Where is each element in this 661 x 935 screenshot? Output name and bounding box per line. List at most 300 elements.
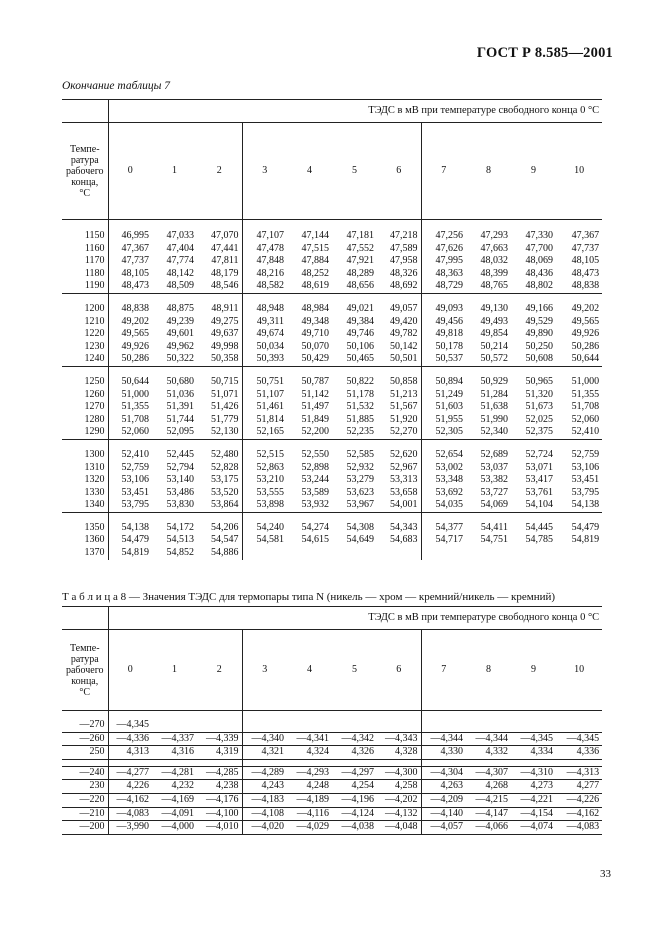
value-cell: 50,465 — [346, 353, 374, 365]
value-cell: —4,345 — [511, 732, 556, 746]
value-cell: 49,962 — [166, 340, 194, 352]
value-cell: —4,083 — [108, 807, 152, 821]
column-header: 4 — [287, 123, 332, 220]
value-cell: 4,243 — [242, 780, 287, 794]
table-row — [62, 499, 602, 512]
value-cell: —4,038 — [332, 821, 377, 835]
value-cell: —4,100 — [197, 807, 242, 821]
value-cell: 52,060 — [121, 426, 149, 438]
value-cell: 51,355 — [121, 401, 149, 413]
value-cell: 53,037 — [480, 461, 508, 473]
gap-cell — [556, 293, 602, 303]
block-gap — [62, 759, 602, 766]
value-cell: 54,206 — [197, 522, 242, 535]
value-cell: 52,410 — [571, 426, 600, 438]
value-cell: 53,830 — [166, 499, 194, 511]
table-row — [62, 230, 602, 243]
value-cell: 52,724 — [525, 448, 553, 460]
gap-cell — [108, 439, 152, 449]
temperature-header-line: ратура — [70, 154, 99, 166]
value-cell: 47,144 — [301, 230, 329, 241]
value-cell: 48,802 — [525, 280, 553, 292]
value-cell: 48,509 — [166, 280, 194, 292]
value-cell: —4,057 — [421, 821, 466, 835]
value-cell: 50,358 — [197, 353, 242, 366]
gap-cell — [197, 220, 242, 231]
value-cell: 52,828 — [197, 462, 242, 475]
value-cell: 4,238 — [197, 780, 242, 794]
table-row — [62, 719, 602, 732]
table-row — [62, 522, 602, 535]
column-header: 5 — [332, 630, 377, 711]
value-cell: 53,002 — [435, 461, 463, 473]
column-header: 9 — [511, 123, 556, 220]
value-cell: 4,334 — [511, 746, 556, 760]
value-cell: 4,273 — [511, 780, 556, 794]
value-cell: 48,216 — [256, 267, 284, 279]
gap-cell — [377, 759, 421, 766]
gap-cell — [377, 711, 421, 720]
value-cell: —4,226 — [556, 793, 602, 807]
value-cell: 51,920 — [377, 414, 421, 427]
value-cell: —4,307 — [466, 766, 511, 780]
value-cell: 48,875 — [166, 302, 194, 314]
value-cell: —4,196 — [332, 793, 377, 807]
value-cell: 47,367 — [121, 242, 149, 254]
gap-cell — [421, 711, 466, 720]
table-row — [62, 487, 602, 500]
value-cell: 4,268 — [466, 780, 511, 794]
value-cell: —4,304 — [421, 766, 466, 780]
gap-cell — [62, 759, 108, 766]
gap-cell — [197, 439, 242, 449]
value-cell: 47,921 — [346, 255, 374, 267]
table-row — [62, 746, 602, 760]
value-cell: 54,479 — [571, 521, 600, 533]
value-cell — [242, 719, 287, 732]
value-cell: 54,274 — [301, 521, 329, 533]
value-cell: 49,057 — [377, 303, 421, 316]
gap-cell — [197, 366, 242, 376]
value-cell: —4,313 — [556, 766, 602, 780]
value-cell: 53,106 — [121, 474, 149, 486]
gap-cell — [466, 711, 511, 720]
gap-cell — [377, 293, 421, 303]
value-cell: 4,326 — [332, 746, 377, 760]
value-cell: —4,297 — [332, 766, 377, 780]
value-cell: 47,515 — [301, 242, 329, 254]
value-cell: 50,034 — [256, 340, 284, 352]
value-cell: —4,337 — [152, 732, 197, 746]
column-header: 2 — [197, 630, 242, 711]
value-cell: 49,890 — [525, 328, 553, 340]
table-row — [62, 547, 602, 560]
value-cell: 53,313 — [377, 474, 421, 487]
gap-cell — [332, 220, 377, 231]
value-cell: 50,142 — [377, 341, 421, 354]
value-cell: 4,319 — [197, 746, 242, 760]
value-cell: 50,537 — [435, 353, 463, 365]
table7 — [62, 99, 602, 560]
value-cell: 47,737 — [571, 242, 600, 254]
table-row — [62, 353, 602, 366]
gap-cell — [287, 759, 332, 766]
value-cell: —4,169 — [152, 793, 197, 807]
gap-cell — [421, 759, 466, 766]
temperature-header-line: °С — [79, 686, 91, 698]
value-cell: 52,480 — [197, 449, 242, 462]
temperature-header-line: рабочего — [65, 165, 104, 177]
temperature-cell: 1210 — [62, 316, 108, 329]
value-cell — [242, 547, 287, 560]
gap-cell — [511, 220, 556, 231]
value-cell: 52,165 — [256, 426, 284, 438]
value-cell: —4,209 — [421, 793, 466, 807]
value-cell: 54,819 — [121, 547, 149, 559]
gap-cell — [511, 439, 556, 449]
value-cell: 54,001 — [377, 499, 421, 512]
value-cell: 52,654 — [435, 448, 463, 460]
value-cell: 52,340 — [480, 426, 508, 438]
value-cell: 48,582 — [256, 280, 284, 292]
gap-cell — [152, 439, 197, 449]
value-cell: —4,020 — [242, 821, 287, 835]
temperature-cell: 1340 — [62, 499, 108, 512]
column-header-row — [62, 123, 602, 220]
value-cell: —4,162 — [108, 793, 152, 807]
value-cell: 53,864 — [197, 499, 242, 512]
gap-cell — [556, 711, 602, 720]
value-cell: —4,343 — [377, 732, 421, 746]
temperature-cell: 1220 — [62, 328, 108, 341]
value-cell: 52,095 — [166, 426, 194, 438]
value-cell — [332, 719, 377, 732]
value-cell: 52,550 — [301, 448, 329, 460]
value-cell: 50,644 — [571, 353, 600, 365]
gap-cell — [62, 439, 108, 449]
value-cell: 51,249 — [435, 388, 463, 400]
value-cell — [511, 719, 556, 732]
value-cell: —4,162 — [556, 807, 602, 821]
value-cell: 51,603 — [435, 401, 463, 413]
value-cell: 51,000 — [121, 388, 149, 400]
gap-cell — [511, 366, 556, 376]
gap-cell — [62, 711, 108, 720]
gap-cell — [197, 512, 242, 522]
value-cell: 49,130 — [480, 302, 508, 314]
value-cell: 53,210 — [256, 474, 284, 486]
value-cell: —4,074 — [511, 821, 556, 835]
column-header: 8 — [466, 630, 511, 711]
value-cell: 50,787 — [301, 375, 329, 387]
temperature-cell: 1150 — [62, 230, 108, 243]
value-cell: —4,029 — [287, 821, 332, 835]
gap-cell — [152, 366, 197, 376]
column-header: 0 — [108, 630, 152, 711]
temperature-cell: 1280 — [62, 414, 108, 427]
value-cell: —4,083 — [556, 821, 602, 835]
value-cell: 52,235 — [346, 426, 374, 438]
gap-cell — [556, 366, 602, 376]
value-cell — [421, 547, 466, 560]
temperature-header-line: Темпе- — [69, 143, 100, 155]
gap-cell — [242, 512, 287, 522]
value-cell: 51,000 — [571, 375, 600, 387]
value-cell: 53,555 — [256, 486, 284, 498]
table8-caption: Т а б л и ц а 8 — Значения ТЭДС для термопары типа N (никель — хром — кремний/никель — кремний) — [62, 591, 556, 603]
temperature-cell: 1170 — [62, 255, 108, 268]
value-cell: —4,183 — [242, 793, 287, 807]
value-cell: 52,689 — [480, 448, 508, 460]
value-cell: 54,751 — [480, 534, 508, 546]
value-cell: 49,529 — [525, 315, 553, 327]
value-cell: 48,399 — [480, 267, 508, 279]
value-cell: 50,429 — [301, 353, 329, 365]
gap-cell — [466, 220, 511, 231]
value-cell: —4,132 — [377, 807, 421, 821]
column-header: 10 — [556, 123, 602, 220]
temperature-cell: 1300 — [62, 449, 108, 462]
value-cell: 53,417 — [525, 474, 553, 486]
gap-cell — [152, 220, 197, 231]
gap-cell — [62, 293, 108, 303]
column-header: 6 — [377, 630, 421, 711]
value-cell: —4,066 — [466, 821, 511, 835]
gap-cell — [556, 759, 602, 766]
value-cell: 48,179 — [197, 268, 242, 281]
table-row — [62, 243, 602, 256]
temperature-cell: 1250 — [62, 376, 108, 389]
gap-cell — [332, 759, 377, 766]
value-cell: —4,281 — [152, 766, 197, 780]
value-cell: 47,774 — [166, 255, 194, 267]
temperature-header-line: °С — [79, 187, 91, 199]
gap-cell — [108, 366, 152, 376]
value-cell: —4,293 — [287, 766, 332, 780]
value-cell: 50,070 — [301, 340, 329, 352]
value-cell: 51,355 — [571, 388, 600, 400]
value-cell: 52,305 — [435, 426, 463, 438]
value-cell: 50,250 — [525, 340, 553, 352]
value-cell: 54,785 — [525, 534, 553, 546]
column-header: 5 — [332, 123, 377, 220]
value-cell: 48,948 — [256, 302, 284, 314]
value-cell: —4,300 — [377, 766, 421, 780]
table-row — [62, 426, 602, 439]
gap-cell — [108, 711, 152, 720]
value-cell: 54,717 — [435, 534, 463, 546]
gap-cell — [108, 293, 152, 303]
value-cell: 52,515 — [256, 448, 284, 460]
value-cell: 51,779 — [197, 414, 242, 427]
value-cell: —4,000 — [152, 821, 197, 835]
value-cell: 51,426 — [197, 401, 242, 414]
value-cell: —4,344 — [466, 732, 511, 746]
value-cell: 54,035 — [435, 499, 463, 511]
value-cell: 51,885 — [346, 413, 374, 425]
temperature-header-line: конца, — [71, 176, 99, 188]
column-header: 0 — [108, 123, 152, 220]
value-cell: —4,342 — [332, 732, 377, 746]
temperature-header-line: конца, — [71, 675, 99, 687]
value-cell: 51,391 — [166, 401, 194, 413]
value-cell: 4,321 — [242, 746, 287, 760]
value-cell: 53,382 — [480, 474, 508, 486]
gap-cell — [511, 711, 556, 720]
value-cell: —3,990 — [108, 821, 152, 835]
table-row — [62, 328, 602, 341]
gap-cell — [421, 366, 466, 376]
page-number: 33 — [600, 868, 611, 880]
value-cell: 47,441 — [197, 243, 242, 256]
value-cell: 49,384 — [346, 315, 374, 327]
value-cell: 53,140 — [166, 474, 194, 486]
document-header: ГОСТ Р 8.585—2001 — [476, 45, 613, 61]
block-gap — [62, 439, 602, 449]
value-cell: 51,213 — [377, 389, 421, 402]
value-cell: 50,393 — [256, 353, 284, 365]
value-cell: —4,341 — [287, 732, 332, 746]
value-cell: 52,060 — [571, 413, 600, 425]
value-cell — [152, 719, 197, 732]
value-cell: 52,759 — [121, 461, 149, 473]
value-cell: 53,348 — [435, 474, 463, 486]
column-header: 7 — [421, 123, 466, 220]
value-cell: 52,445 — [166, 448, 194, 460]
value-cell: 53,520 — [197, 487, 242, 500]
column-header: 4 — [287, 630, 332, 711]
value-cell: 54,513 — [166, 534, 194, 546]
value-cell: 49,021 — [346, 302, 374, 314]
value-cell: 53,279 — [346, 474, 374, 486]
temperature-header-line: Темпе- — [69, 642, 100, 654]
value-cell: 51,071 — [197, 389, 242, 402]
value-cell: 48,473 — [571, 267, 600, 279]
table-row — [62, 280, 602, 293]
value-cell: 51,814 — [256, 413, 284, 425]
value-cell — [556, 547, 602, 560]
temperature-cell: 1160 — [62, 243, 108, 256]
gap-cell — [421, 220, 466, 231]
value-cell: 52,585 — [346, 448, 374, 460]
value-cell: 51,955 — [435, 413, 463, 425]
temperature-cell: —200 — [62, 821, 108, 835]
value-cell: 52,794 — [166, 461, 194, 473]
value-cell: 47,404 — [166, 242, 194, 254]
value-cell: 51,638 — [480, 401, 508, 413]
value-cell: 53,623 — [346, 486, 374, 498]
table-title: ТЭДС в мВ при температуре свободного конца 0 °С — [108, 100, 602, 123]
value-cell: 50,501 — [377, 353, 421, 366]
gap-cell — [287, 293, 332, 303]
gap-cell — [287, 512, 332, 522]
value-cell: 47,811 — [197, 255, 242, 268]
value-cell: 48,142 — [166, 267, 194, 279]
value-cell: 50,322 — [166, 353, 194, 365]
value-cell: 49,202 — [121, 315, 149, 327]
value-cell — [556, 719, 602, 732]
value-cell: 47,589 — [377, 243, 421, 256]
table-row — [62, 780, 602, 794]
value-cell: 53,727 — [480, 486, 508, 498]
value-cell: 49,565 — [571, 315, 600, 327]
value-cell: 53,898 — [256, 499, 284, 511]
value-cell: 54,479 — [121, 534, 149, 546]
value-cell: 53,451 — [571, 474, 600, 486]
value-cell: 51,532 — [346, 401, 374, 413]
value-cell: 47,367 — [571, 230, 600, 241]
value-cell: 47,256 — [435, 230, 463, 241]
block-gap — [62, 366, 602, 376]
column-header: 1 — [152, 123, 197, 220]
value-cell: 50,608 — [525, 353, 553, 365]
value-cell: 51,142 — [301, 388, 329, 400]
value-cell: 47,626 — [435, 242, 463, 254]
gap-cell — [421, 512, 466, 522]
temperature-cell: —210 — [62, 807, 108, 821]
value-cell: 52,863 — [256, 461, 284, 473]
table-row — [62, 389, 602, 402]
value-cell: 48,363 — [435, 267, 463, 279]
value-cell: 51,849 — [301, 413, 329, 425]
value-cell: —4,345 — [556, 732, 602, 746]
value-cell: —4,147 — [466, 807, 511, 821]
temperature-cell: 1230 — [62, 341, 108, 354]
value-cell: 54,649 — [346, 534, 374, 546]
gap-cell — [332, 439, 377, 449]
value-cell: 54,343 — [377, 522, 421, 535]
table-row — [62, 414, 602, 427]
value-cell: 49,637 — [197, 328, 242, 341]
temperature-cell: —260 — [62, 732, 108, 746]
gap-cell — [197, 293, 242, 303]
value-cell: 52,375 — [525, 426, 553, 438]
temperature-cell: 1360 — [62, 534, 108, 547]
value-cell: 49,854 — [480, 328, 508, 340]
column-header: 7 — [421, 630, 466, 711]
value-cell: 51,708 — [121, 413, 149, 425]
table-row — [62, 793, 602, 807]
value-cell: 54,172 — [166, 521, 194, 533]
value-cell: 54,104 — [525, 499, 553, 511]
value-cell: 51,320 — [525, 388, 553, 400]
value-cell: 49,493 — [480, 315, 508, 327]
value-cell: 48,656 — [346, 280, 374, 292]
table-row — [62, 255, 602, 268]
gap-cell — [197, 711, 242, 720]
temperature-header — [62, 630, 108, 711]
gap-cell — [511, 759, 556, 766]
gap-cell — [421, 293, 466, 303]
gap-cell — [62, 220, 108, 231]
value-cell: 4,313 — [108, 746, 152, 760]
value-cell: 51,284 — [480, 388, 508, 400]
gap-cell — [556, 220, 602, 231]
value-cell: 48,436 — [525, 267, 553, 279]
temperature-cell: —270 — [62, 719, 108, 732]
temperature-cell: 1240 — [62, 353, 108, 366]
value-cell: 54,240 — [256, 521, 284, 533]
gap-cell — [377, 366, 421, 376]
gap-cell — [377, 220, 421, 231]
value-cell: 49,998 — [197, 341, 242, 354]
temperature-cell: 250 — [62, 746, 108, 760]
value-cell: 53,071 — [525, 461, 553, 473]
value-cell: —4,124 — [332, 807, 377, 821]
value-cell: 50,858 — [377, 376, 421, 389]
gap-cell — [466, 512, 511, 522]
value-cell: —4,336 — [108, 732, 152, 746]
